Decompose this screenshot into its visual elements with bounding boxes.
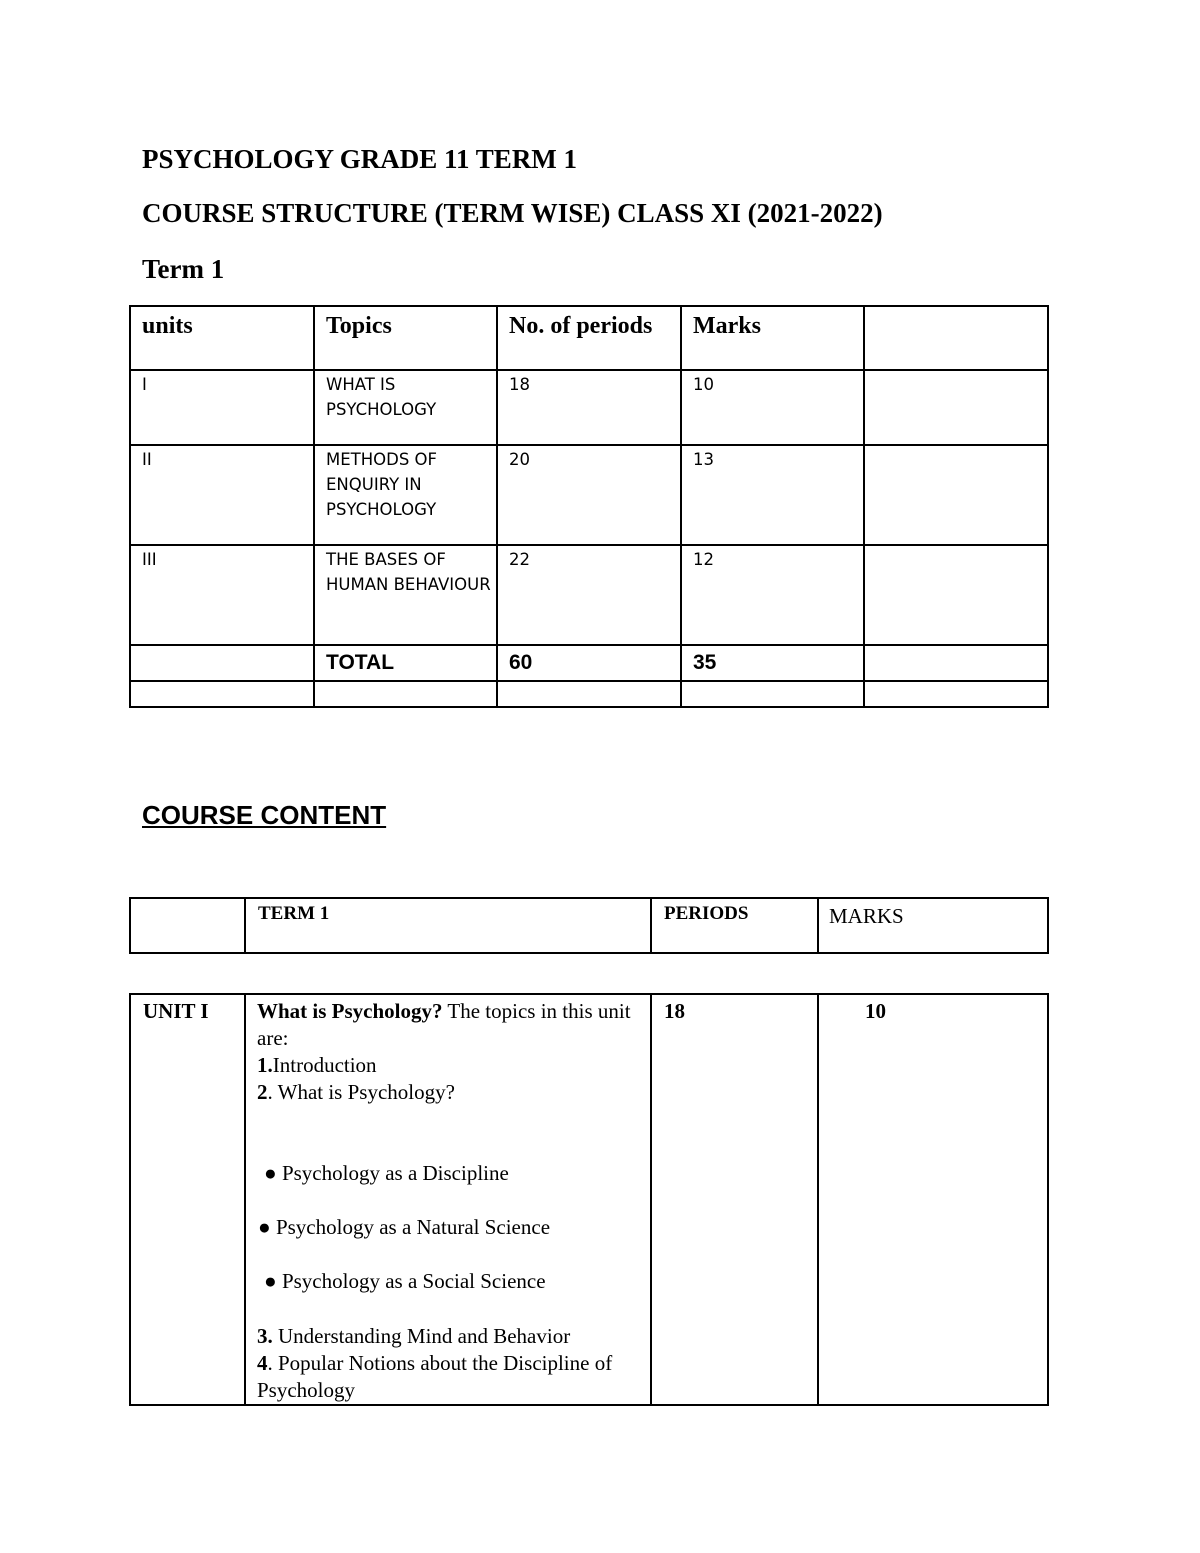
document-title: PSYCHOLOGY GRADE 11 TERM 1: [142, 144, 578, 174]
empty-cell: [864, 445, 1048, 545]
header-topics: Topics: [314, 306, 497, 370]
unit-title: What is Psychology?: [257, 999, 443, 1023]
unit-cell: III: [130, 545, 314, 645]
header-marks: MARKS: [818, 898, 1048, 953]
empty-cell: [130, 645, 314, 681]
total-label: TOTAL: [314, 645, 497, 681]
topic-cell: METHODS OF ENQUIRY IN PSYCHOLOGY: [314, 445, 497, 545]
empty-cell: [681, 681, 864, 707]
bullet-item: ● Psychology as a Social Science: [264, 1269, 546, 1293]
unit-intro-text: The topics in this unit are:: [257, 999, 631, 1050]
table-row: [130, 545, 1048, 645]
total-marks: 35: [681, 645, 864, 681]
table-row: [130, 994, 1048, 1405]
table-row: [130, 370, 1048, 445]
bullet-icon: ●: [264, 1269, 282, 1293]
periods-cell: 20: [497, 445, 681, 545]
table-row: [130, 445, 1048, 545]
table-header-row: [130, 306, 1048, 370]
empty-cell: [130, 898, 245, 953]
header-term: TERM 1: [245, 898, 651, 953]
total-periods: 60: [497, 645, 681, 681]
unit-periods: 18: [651, 994, 818, 1405]
topic-item: 2. What is Psychology?: [257, 1080, 455, 1104]
unit-topics: [245, 994, 651, 1405]
unit-marks: 10: [818, 994, 1048, 1405]
bullet-icon: ●: [258, 1215, 276, 1239]
empty-cell: [864, 645, 1048, 681]
empty-cell: [497, 681, 681, 707]
bullet-icon: ●: [264, 1161, 282, 1185]
empty-cell: [864, 545, 1048, 645]
term-title: Term 1: [142, 254, 225, 284]
total-row: [130, 645, 1048, 681]
unit-cell: II: [130, 445, 314, 545]
course-content-header-table: [129, 897, 1049, 954]
topic-item: 4. Popular Notions about the Discipline of Psychology: [257, 1351, 613, 1402]
empty-cell: [864, 681, 1048, 707]
periods-cell: 22: [497, 545, 681, 645]
unit-label: UNIT I: [130, 994, 245, 1405]
unit-content-table: [129, 993, 1049, 1406]
header-periods: No. of periods: [497, 306, 681, 370]
course-structure-title: COURSE STRUCTURE (TERM WISE) CLASS XI (2021-2022): [142, 198, 883, 228]
empty-row: [130, 681, 1048, 707]
empty-cell: [864, 370, 1048, 445]
marks-cell: 13: [681, 445, 864, 545]
unit-intro: [257, 998, 642, 1052]
course-content-heading: COURSE CONTENT: [142, 800, 387, 830]
topic-cell: THE BASES OF HUMAN BEHAVIOUR: [314, 545, 497, 645]
course-structure-table: [129, 305, 1049, 708]
unit-cell: I: [130, 370, 314, 445]
bullet-item: ● Psychology as a Discipline: [264, 1161, 509, 1185]
marks-cell: 12: [681, 545, 864, 645]
marks-cell: 10: [681, 370, 864, 445]
table-header-row: [130, 898, 1048, 953]
topic-item: 1.Introduction: [257, 1053, 377, 1077]
periods-cell: 18: [497, 370, 681, 445]
header-marks: Marks: [681, 306, 864, 370]
bullet-item: ● Psychology as a Natural Science: [258, 1215, 551, 1239]
topic-item: 3. Understanding Mind and Behavior: [257, 1324, 571, 1348]
topic-cell: WHAT IS PSYCHOLOGY: [314, 370, 497, 445]
header-periods: PERIODS: [651, 898, 818, 953]
header-units: units: [130, 306, 314, 370]
header-extra: [864, 306, 1048, 370]
empty-cell: [314, 681, 497, 707]
empty-cell: [130, 681, 314, 707]
